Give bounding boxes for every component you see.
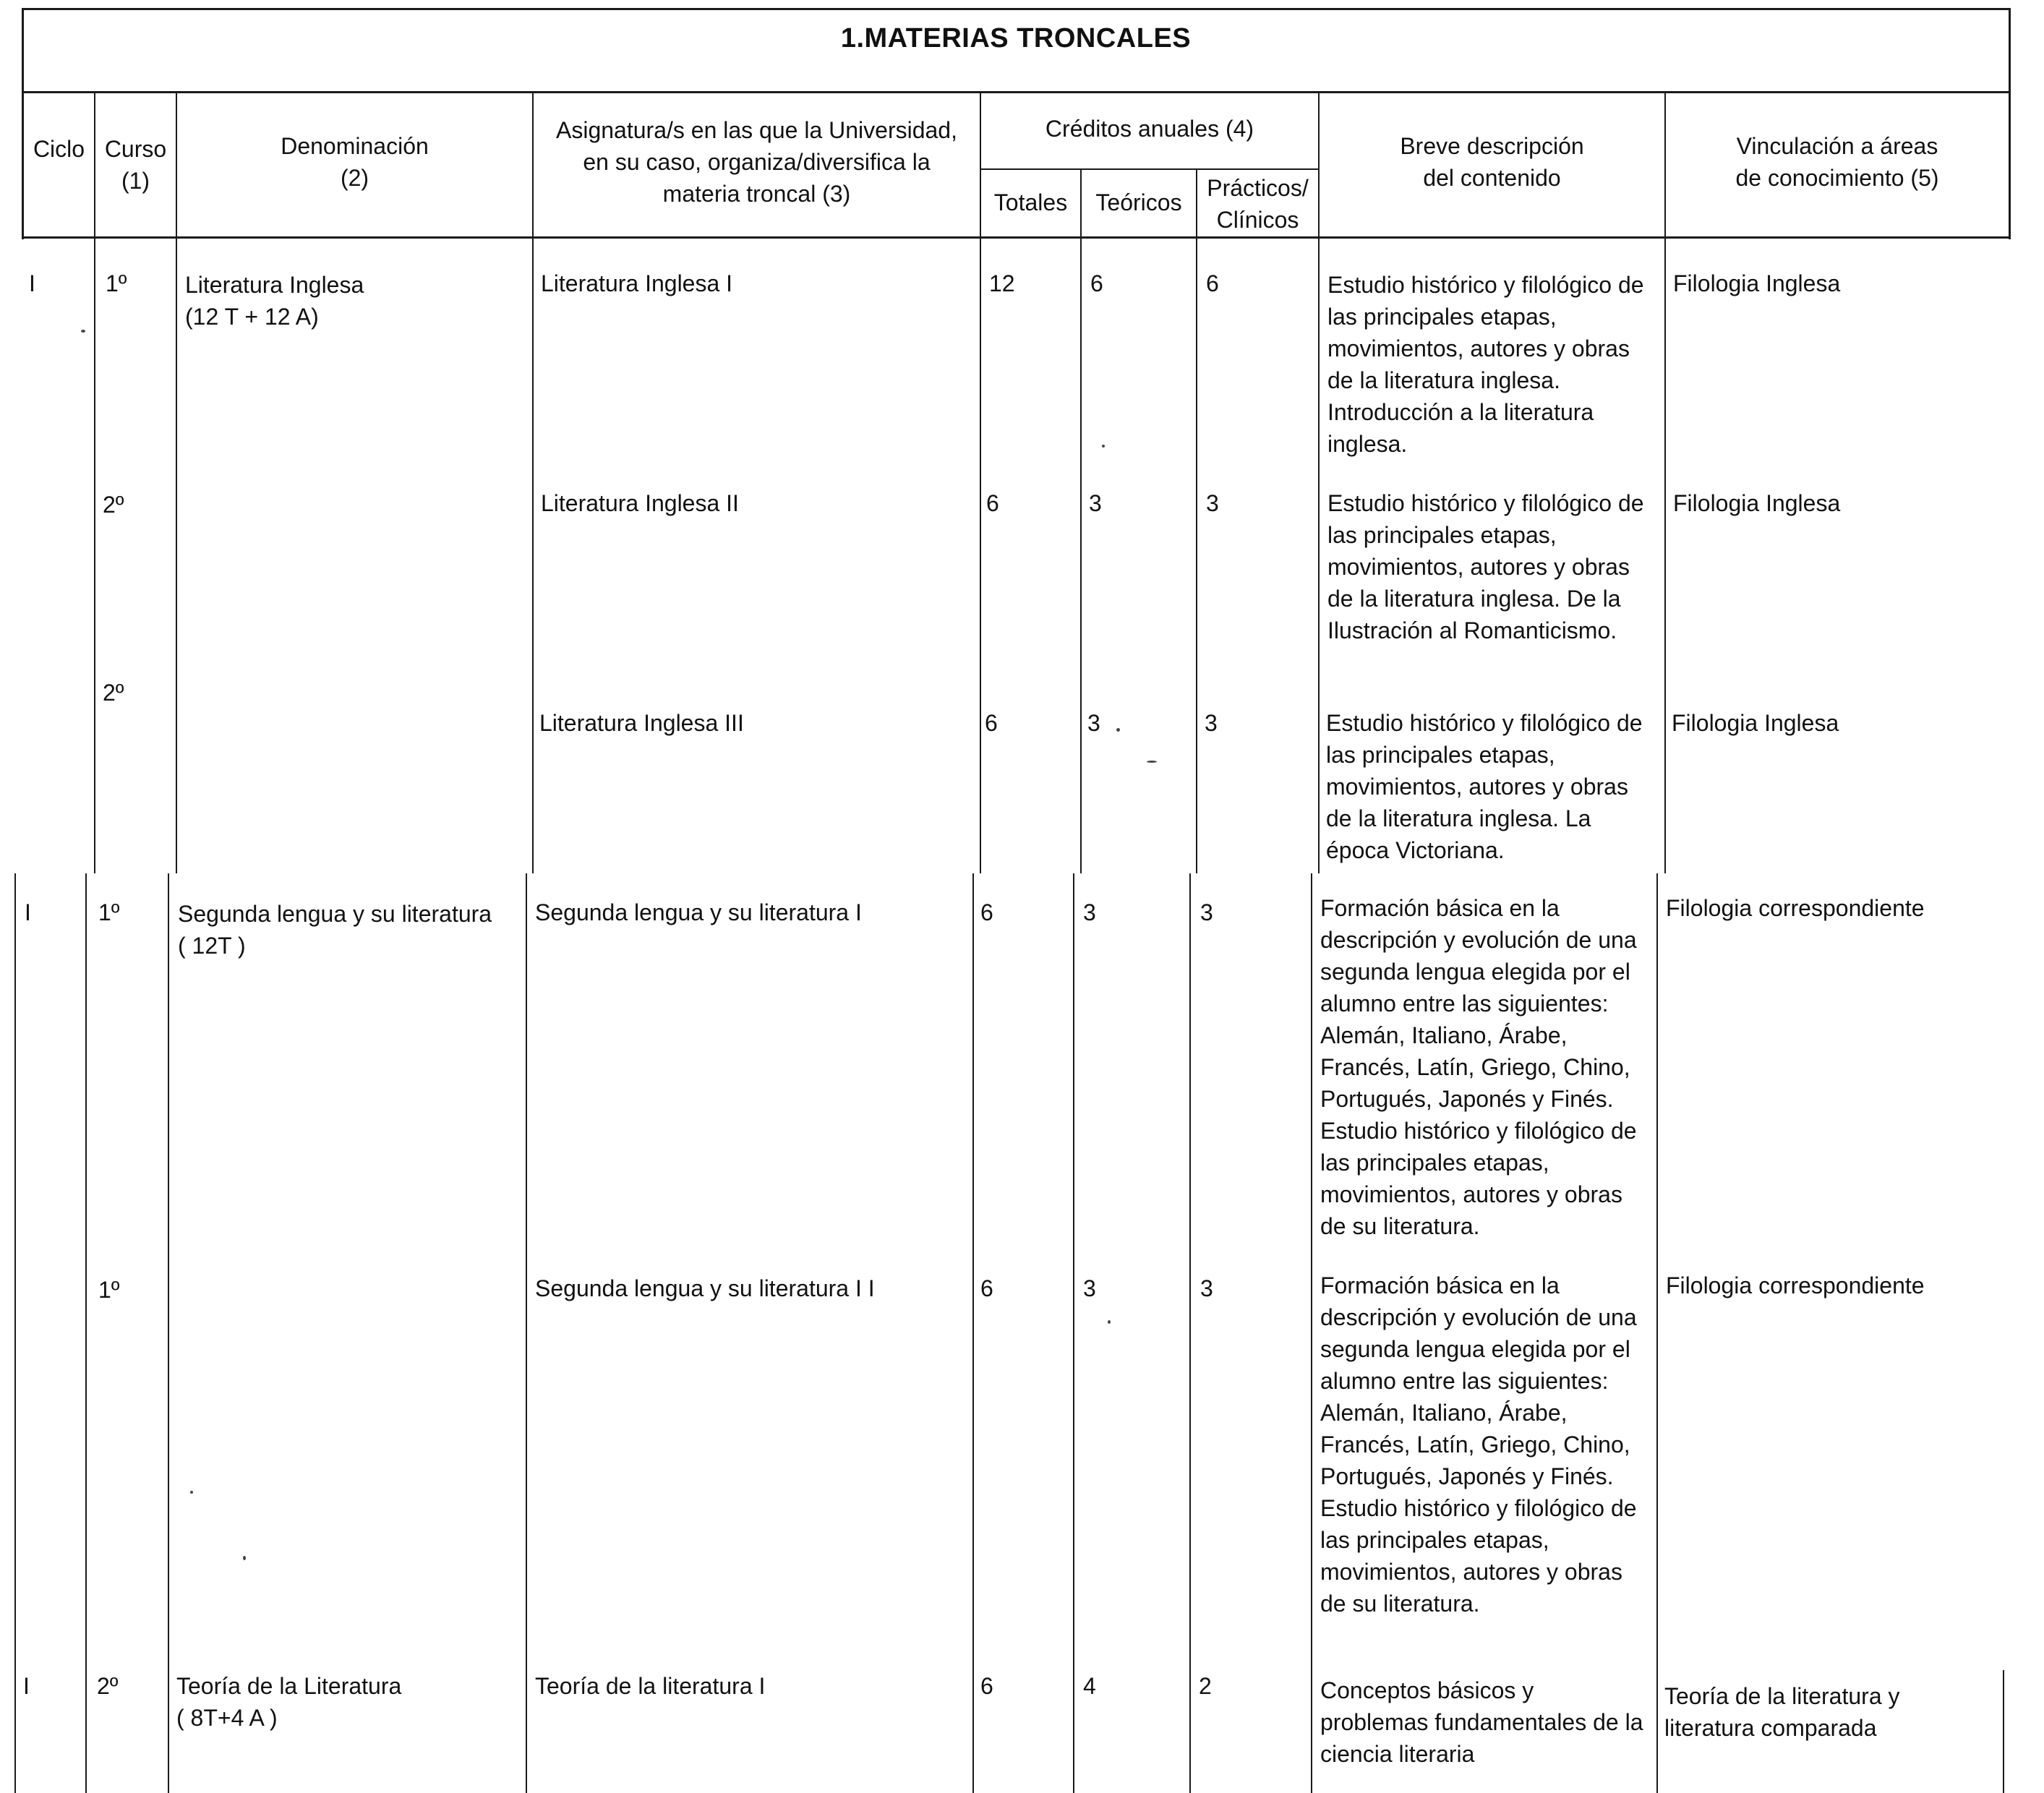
- table-title: 1.MATERIAS TRONCALES: [840, 23, 1192, 54]
- cell-practicos: 3: [1200, 899, 1213, 925]
- header-teoricos: Teóricos: [1095, 189, 1182, 215]
- col-rule-tot-teo: [1080, 168, 1082, 873]
- table-border-top: [22, 8, 2010, 10]
- col-rule-asig-tot-lower: [972, 873, 974, 1793]
- header-totales: Totales: [993, 189, 1068, 215]
- header-curso: Curso (1): [104, 136, 167, 194]
- cell-totales: 6: [986, 490, 999, 516]
- col-rule-denom-asig-lower: [526, 873, 527, 1793]
- header-denominacion: Denominación (2): [281, 133, 429, 191]
- cell-descripcion: Estudio histórico y filológico de las principales etapas, movimientos, autores y obras de la literatura inglesa. Introducción a la literatura inglesa.: [1327, 272, 1644, 457]
- col-rule-desc-vinc-lower: [1656, 873, 1658, 1793]
- cell-totales: 6: [980, 1673, 993, 1699]
- cell-asignatura: Teoría de la literatura I: [535, 1673, 766, 1699]
- col-rule-left-lower: [14, 873, 16, 1793]
- cell-ciclo: I: [25, 899, 31, 925]
- cell-ciclo: I: [23, 1673, 30, 1699]
- cell-vinculacion: Filologia Inglesa: [1672, 710, 1839, 736]
- cell-teoricos: 3: [1083, 899, 1096, 925]
- scan-speck: [243, 1556, 246, 1560]
- scan-speck: [1108, 1320, 1111, 1324]
- cell-practicos: 3: [1200, 1275, 1213, 1301]
- header-creditos: Créditos anuales (4): [1045, 116, 1254, 142]
- title-divider: [22, 91, 2010, 93]
- header-descripcion: Breve descripción del contenido: [1400, 133, 1584, 191]
- cell-descripcion: Formación básica en la descripción y evolución de una segunda lengua elegida por el alumno entre las siguientes: Alemán, Italiano, Árabe, Francés, Latín, Griego, Chino, Portugués, Japonés y Finés. Estudio histórico y filológico de las principales etapas, movimientos, autores y obras de su literatura.: [1320, 895, 1637, 1239]
- col-rule-teo-prac: [1196, 168, 1197, 873]
- cell-curso: 2º: [103, 492, 124, 518]
- col-rule-right-lower: [2003, 1670, 2004, 1793]
- cell-descripcion: Conceptos básicos y problemas fundamentales de la ciencia literaria: [1320, 1677, 1643, 1767]
- cell-descripcion: Formación básica en la descripción y evolución de una segunda lengua elegida por el alumno entre las siguientes: Alemán, Italiano, Árabe, Francés, Latín, Griego, Chino, Portugués, Japonés y Finés. Estudio histórico y filológico de las principales etapas, movimientos, autores y obras de su literatura.: [1320, 1272, 1637, 1617]
- cell-asignatura: Literatura Inglesa II: [541, 490, 739, 516]
- cell-teoricos: 4: [1083, 1673, 1096, 1699]
- cell-asignatura: Segunda lengua y su literatura I I: [535, 1275, 875, 1301]
- cell-ciclo: I: [29, 270, 35, 296]
- col-rule-prac-desc-lower: [1311, 873, 1312, 1793]
- header-vinculacion: Vinculación a áreas de conocimiento (5): [1735, 133, 1939, 191]
- scan-speck: [190, 1491, 193, 1494]
- cell-practicos: 2: [1199, 1673, 1212, 1699]
- cell-totales: 12: [989, 270, 1015, 296]
- cell-totales: 6: [980, 1275, 993, 1301]
- col-rule-desc-vinc: [1664, 93, 1666, 873]
- cell-vinculacion: Filologia correspondiente: [1666, 895, 1925, 921]
- header-ciclo: Ciclo: [33, 136, 85, 162]
- cell-denominacion: Segunda lengua y su literatura ( 12T ): [178, 901, 492, 959]
- col-rule-teo-prac-lower: [1189, 873, 1191, 1793]
- scan-speck: [1147, 761, 1157, 763]
- scan-speck: [1102, 445, 1105, 448]
- cell-practicos: 3: [1206, 490, 1219, 516]
- cell-curso: 1º: [98, 1277, 120, 1303]
- scan-speck: [1116, 728, 1120, 732]
- col-rule-ciclo-curso: [94, 93, 95, 873]
- col-rule-curso-denom: [176, 93, 177, 873]
- cell-curso: 2º: [103, 680, 124, 706]
- col-rule-tot-teo-lower: [1073, 873, 1074, 1793]
- cell-asignatura: Segunda lengua y su literatura I: [535, 899, 862, 925]
- cell-teoricos: 6: [1090, 270, 1103, 296]
- cell-descripcion: Estudio histórico y filológico de las principales etapas, movimientos, autores y obras de la literatura inglesa. De la Ilustración al Romanticismo.: [1327, 490, 1644, 643]
- col-rule-curso-denom-lower: [168, 873, 169, 1793]
- cell-vinculacion: Filologia Inglesa: [1673, 270, 1841, 296]
- cell-curso: 1º: [106, 270, 127, 296]
- cell-vinculacion: Filologia correspondiente: [1666, 1272, 1925, 1298]
- cell-curso: 2º: [97, 1673, 119, 1699]
- cell-practicos: 3: [1205, 710, 1218, 736]
- cell-descripcion: Estudio histórico y filológico de las principales etapas, movimientos, autores y obras de la literatura inglesa. La época Victoriana.: [1326, 710, 1643, 863]
- scan-speck: [81, 330, 85, 333]
- header-asignaturas: Asignatura/s en las que la Universidad, en su caso, organiza/diversifica la materia troncal (3): [556, 117, 957, 207]
- header-practicos: Prácticos/ Clínicos: [1207, 175, 1309, 233]
- cell-totales: 6: [980, 899, 993, 925]
- cell-denominacion: Literatura Inglesa (12 T + 12 A): [185, 272, 364, 330]
- cell-asignatura: Literatura Inglesa III: [539, 710, 744, 736]
- cell-teoricos: 3: [1083, 1275, 1096, 1301]
- creditos-subdivider: [980, 168, 1319, 170]
- col-rule-ciclo-curso-lower: [85, 873, 87, 1793]
- cell-teoricos: 3: [1089, 490, 1102, 516]
- cell-curso: 1º: [98, 899, 120, 925]
- cell-teoricos: 3: [1087, 710, 1100, 736]
- header-divider: [22, 236, 2010, 239]
- cell-totales: 6: [985, 710, 998, 736]
- cell-vinculacion: Filologia Inglesa: [1673, 490, 1841, 516]
- cell-denominacion: Teoría de la Literatura ( 8T+4 A ): [176, 1673, 402, 1731]
- cell-practicos: 6: [1206, 270, 1219, 296]
- col-rule-denom-asig: [532, 93, 534, 873]
- col-rule-prac-desc: [1318, 93, 1320, 873]
- cell-asignatura: Literatura Inglesa I: [541, 270, 733, 296]
- cell-vinculacion: Teoría de la literatura y literatura comparada: [1664, 1683, 1900, 1741]
